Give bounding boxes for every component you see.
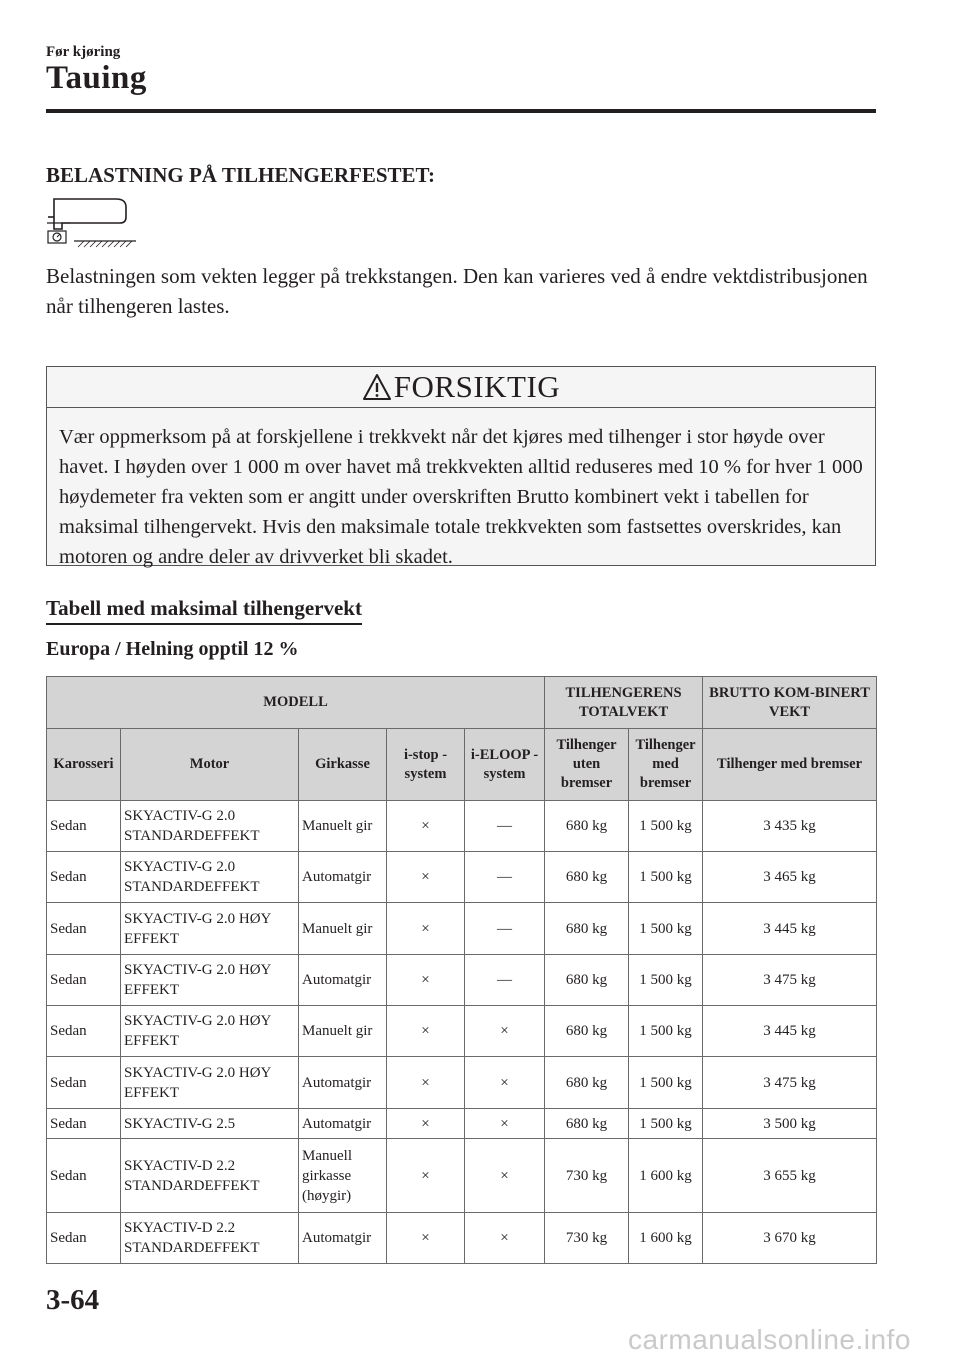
istop-cell: × <box>387 1139 465 1213</box>
istop-cell: × <box>387 852 465 903</box>
gross-cell: 3 500 kg <box>703 1109 877 1139</box>
body-cell: Sedan <box>47 1139 121 1213</box>
gross-cell: 3 475 kg <box>703 955 877 1006</box>
engine-cell: SKYACTIV-D 2.2 STANDARDEFFEKT <box>121 1139 299 1213</box>
table-row <box>47 1139 877 1213</box>
table-title: Tabell med maksimal tilhengervekt <box>46 596 362 625</box>
hitch-load-description: Belastningen som vekten legger på trekkstangen. Den kan varieres ved å endre vektdistribusjonen når tilhengeren lastes. <box>46 264 868 318</box>
unbraked-cell: 680 kg <box>545 1006 629 1057</box>
body-cell: Sedan <box>47 955 121 1006</box>
ieloop-cell: — <box>465 903 545 955</box>
ieloop-cell: × <box>465 1006 545 1057</box>
table-row <box>47 852 877 903</box>
column-header: Motor <box>121 729 299 801</box>
hitch-load-heading: BELASTNING PÅ TILHENGERFESTET: <box>46 163 435 187</box>
column-header: Karosseri <box>47 729 121 801</box>
istop-cell: × <box>387 903 465 955</box>
table-row <box>47 1057 877 1109</box>
table-row <box>47 1109 877 1139</box>
column-header: i-ELOOP -system <box>465 729 545 801</box>
ieloop-cell: × <box>465 1057 545 1109</box>
column-header: Tilhenger uten bremser <box>545 729 629 801</box>
gross-cell: 3 655 kg <box>703 1139 877 1213</box>
gearbox-cell: Manuelt gir <box>299 801 387 852</box>
caution-title: FORSIKTIG <box>393 369 561 404</box>
ieloop-cell: — <box>465 852 545 903</box>
warning-triangle-icon <box>362 373 392 401</box>
title-divider <box>46 109 876 113</box>
caution-header <box>47 367 875 408</box>
gross-cell: 3 445 kg <box>703 1006 877 1057</box>
page-number: 3-64 <box>46 1284 100 1316</box>
gross-cell: 3 465 kg <box>703 852 877 903</box>
gearbox-cell: Manuelt gir <box>299 903 387 955</box>
body-cell: Sedan <box>47 1057 121 1109</box>
engine-cell: SKYACTIV-G 2.0 STANDARDEFFEKT <box>121 852 299 903</box>
braked-cell: 1 500 kg <box>629 1109 703 1139</box>
table-row <box>47 1006 877 1057</box>
engine-cell: SKYACTIV-G 2.0 HØY EFFEKT <box>121 955 299 1006</box>
gearbox-cell: Automatgir <box>299 1109 387 1139</box>
istop-cell: × <box>387 1213 465 1264</box>
braked-cell: 1 600 kg <box>629 1139 703 1213</box>
column-header: Tilhenger med bremser <box>629 729 703 801</box>
header-gross-combined: BRUTTO KOM-BINERT VEKT <box>703 677 877 729</box>
body-cell: Sedan <box>47 852 121 903</box>
section-label: Før kjøring <box>46 44 121 60</box>
unbraked-cell: 680 kg <box>545 903 629 955</box>
braked-cell: 1 500 kg <box>629 852 703 903</box>
istop-cell: × <box>387 801 465 852</box>
braked-cell: 1 500 kg <box>629 1006 703 1057</box>
body-cell: Sedan <box>47 1006 121 1057</box>
ieloop-cell: × <box>465 1109 545 1139</box>
engine-cell: SKYACTIV-G 2.0 HØY EFFEKT <box>121 1006 299 1057</box>
gearbox-cell: Automatgir <box>299 1213 387 1264</box>
braked-cell: 1 500 kg <box>629 801 703 852</box>
istop-cell: × <box>387 1109 465 1139</box>
braked-cell: 1 500 kg <box>629 955 703 1006</box>
header-model: MODELL <box>47 677 545 729</box>
engine-cell: SKYACTIV-G 2.0 STANDARDEFFEKT <box>121 801 299 852</box>
engine-cell: SKYACTIV-G 2.0 HØY EFFEKT <box>121 903 299 955</box>
unbraked-cell: 680 kg <box>545 852 629 903</box>
gearbox-cell: Automatgir <box>299 852 387 903</box>
unbraked-cell: 730 kg <box>545 1213 629 1264</box>
braked-cell: 1 500 kg <box>629 903 703 955</box>
istop-cell: × <box>387 955 465 1006</box>
table-row <box>47 801 877 852</box>
gross-cell: 3 670 kg <box>703 1213 877 1264</box>
table-row <box>47 903 877 955</box>
body-cell: Sedan <box>47 801 121 852</box>
istop-cell: × <box>387 1006 465 1057</box>
ieloop-cell: — <box>465 955 545 1006</box>
ieloop-cell: — <box>465 801 545 852</box>
table-region: Europa / Helning opptil 12 % <box>46 638 299 660</box>
ieloop-cell: × <box>465 1213 545 1264</box>
unbraked-cell: 680 kg <box>545 955 629 1006</box>
body-cell: Sedan <box>47 1109 121 1139</box>
gearbox-cell: Automatgir <box>299 1057 387 1109</box>
unbraked-cell: 680 kg <box>545 801 629 852</box>
trailer-weight-table <box>46 676 877 1264</box>
column-header: i-stop -system <box>387 729 465 801</box>
gross-cell: 3 435 kg <box>703 801 877 852</box>
column-header: Girkasse <box>299 729 387 801</box>
caution-box <box>46 366 876 566</box>
engine-cell: SKYACTIV-D 2.2 STANDARDEFFEKT <box>121 1213 299 1264</box>
tongue-load-illustration <box>44 193 140 249</box>
ieloop-cell: × <box>465 1139 545 1213</box>
unbraked-cell: 680 kg <box>545 1057 629 1109</box>
gross-cell: 3 445 kg <box>703 903 877 955</box>
gearbox-cell: Manuelt gir <box>299 1006 387 1057</box>
gross-cell: 3 475 kg <box>703 1057 877 1109</box>
braked-cell: 1 500 kg <box>629 1057 703 1109</box>
caution-text: Vær oppmerksom på at forskjellene i trekkvekt når det kjøres med tilhenger i stor høyde over havet. I høyden over 1 000 m over havet må trekkvekten alltid reduseres med 10 % for hver 1 000 høydemeter fra vekten som er angitt under overskriften Brutto kombinert vekt i tabellen for maksimal tilhengervekt. Hvis den maksimale totale trekkvekten som fastsettes overskrides, kan motoren og andre deler av drivverket bli skadet. <box>59 426 863 568</box>
unbraked-cell: 730 kg <box>545 1139 629 1213</box>
body-cell: Sedan <box>47 1213 121 1264</box>
column-header: Tilhenger med bremser <box>703 729 877 801</box>
table-row <box>47 955 877 1006</box>
istop-cell: × <box>387 1057 465 1109</box>
unbraked-cell: 680 kg <box>545 1109 629 1139</box>
engine-cell: SKYACTIV-G 2.0 HØY EFFEKT <box>121 1057 299 1109</box>
gearbox-cell: Manuell girkasse (høygir) <box>299 1139 387 1213</box>
braked-cell: 1 600 kg <box>629 1213 703 1264</box>
page-title: Tauing <box>46 60 147 96</box>
gearbox-cell: Automatgir <box>299 955 387 1006</box>
watermark: carmanualsonline.info <box>628 1324 911 1355</box>
header-trailer-total: TILHENGERENS TOTALVEKT <box>545 677 703 729</box>
table-row <box>47 1213 877 1264</box>
engine-cell: SKYACTIV-G 2.5 <box>121 1109 299 1139</box>
body-cell: Sedan <box>47 903 121 955</box>
